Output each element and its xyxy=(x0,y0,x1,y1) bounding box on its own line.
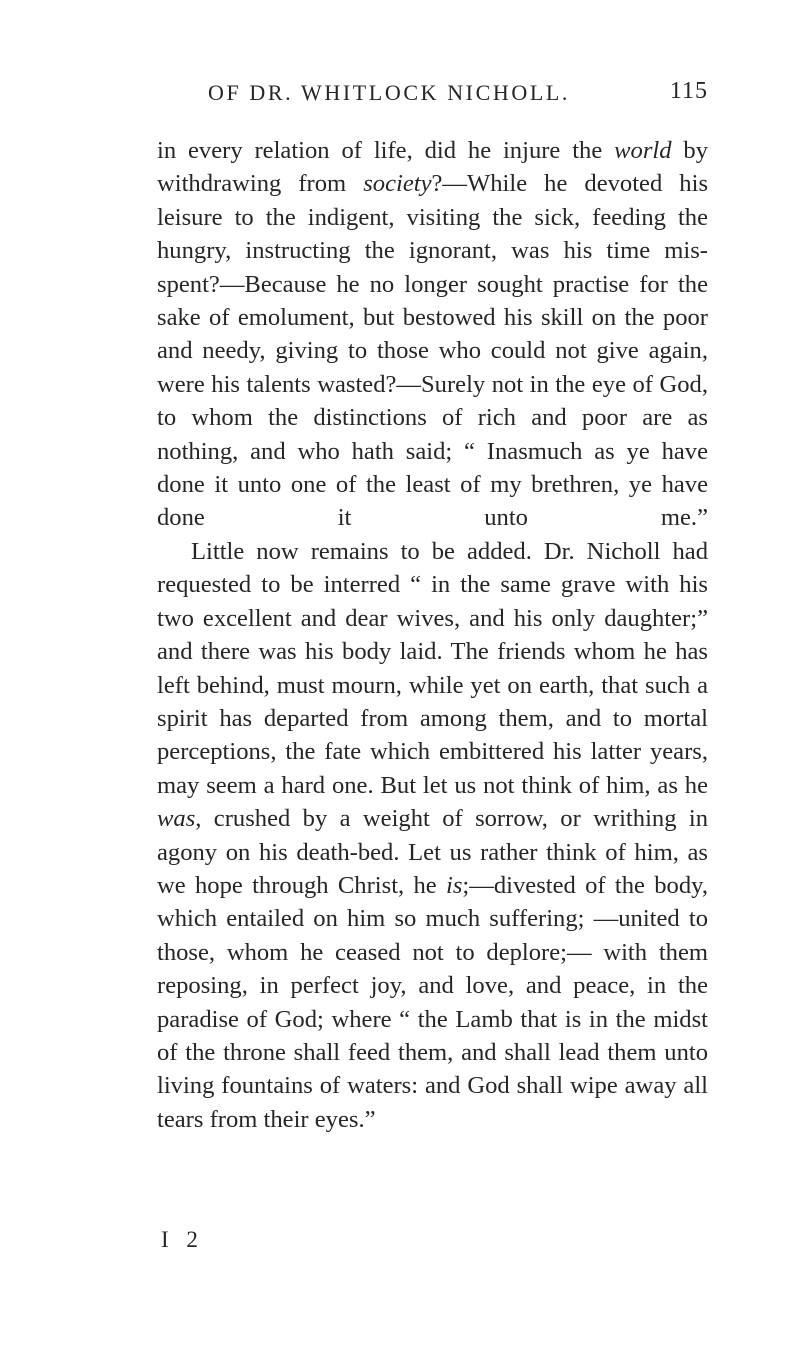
paragraph-1-rest: leisure to the indigent, visiting the sick, feeding the hungry, instructing the ignorant, was his time mis-spent?—Because he no longer sought practise for the sake of emolument, but bestowed his skill on the poor and needy, giving to those who could not give again, were his talents wasted?—Surely not in the eye of God, to whom the distinctions of rich and poor are as nothing, and who hath said; “ Inasmuch as ye have done it unto one of the least of my brethren, ye have done it unto me.” xyxy=(157,203,708,532)
paragraph-1-line-2-end: ?—While he devoted his xyxy=(431,170,709,198)
page-number: 115 xyxy=(669,78,708,104)
running-head xyxy=(208,80,708,120)
paragraph-2-part-1: Little now remains to be added. Dr. Nicholl had requested to be interred “ in the same grave with his two excellent and dear wives, and his only daughter;” and there was his body laid. The friends whom he has left behind, must mourn, while yet on earth, that such a spirit has departed from among them, and to mortal perceptions, the fate which embittered his latter years, may seem a hard one. But let us not think of him, as he xyxy=(157,537,708,799)
paragraph-1-line-1-end: by xyxy=(671,137,708,164)
body-text xyxy=(157,134,708,1136)
emphasis-society: society xyxy=(363,170,432,198)
emphasis-is: is xyxy=(446,871,463,899)
paragraph-1 xyxy=(157,134,708,535)
emphasis-world: world xyxy=(614,137,672,164)
paragraph-2-part-2: , crushed by a weight of sorrow, or writhing in agony on his death-bed. Let us rather think of him, as we hope through Christ, he xyxy=(157,805,708,899)
paragraph-2 xyxy=(157,535,708,1136)
paragraph-2-part-3: ;—divested of the body, which entailed on him so much suffering; —united to those, whom he ceased not to deplore;— with them reposing, in perfect joy, and love, and peace, in the paradise of God; where “ the Lamb that is in the midst of the throne shall feed them, and shall lead them unto living fountains of waters: and God shall wipe away all tears from their eyes.” xyxy=(157,871,708,1133)
paragraph-1-line-1-start: in every relation of life, did he injure the xyxy=(157,137,615,164)
emphasis-was: was xyxy=(157,805,196,833)
signature-mark: I 2 xyxy=(161,1227,204,1252)
running-head-title: OF DR. WHITLOCK NICHOLL. xyxy=(208,80,571,105)
paragraph-1-line-2-start: withdrawing from xyxy=(157,170,364,198)
